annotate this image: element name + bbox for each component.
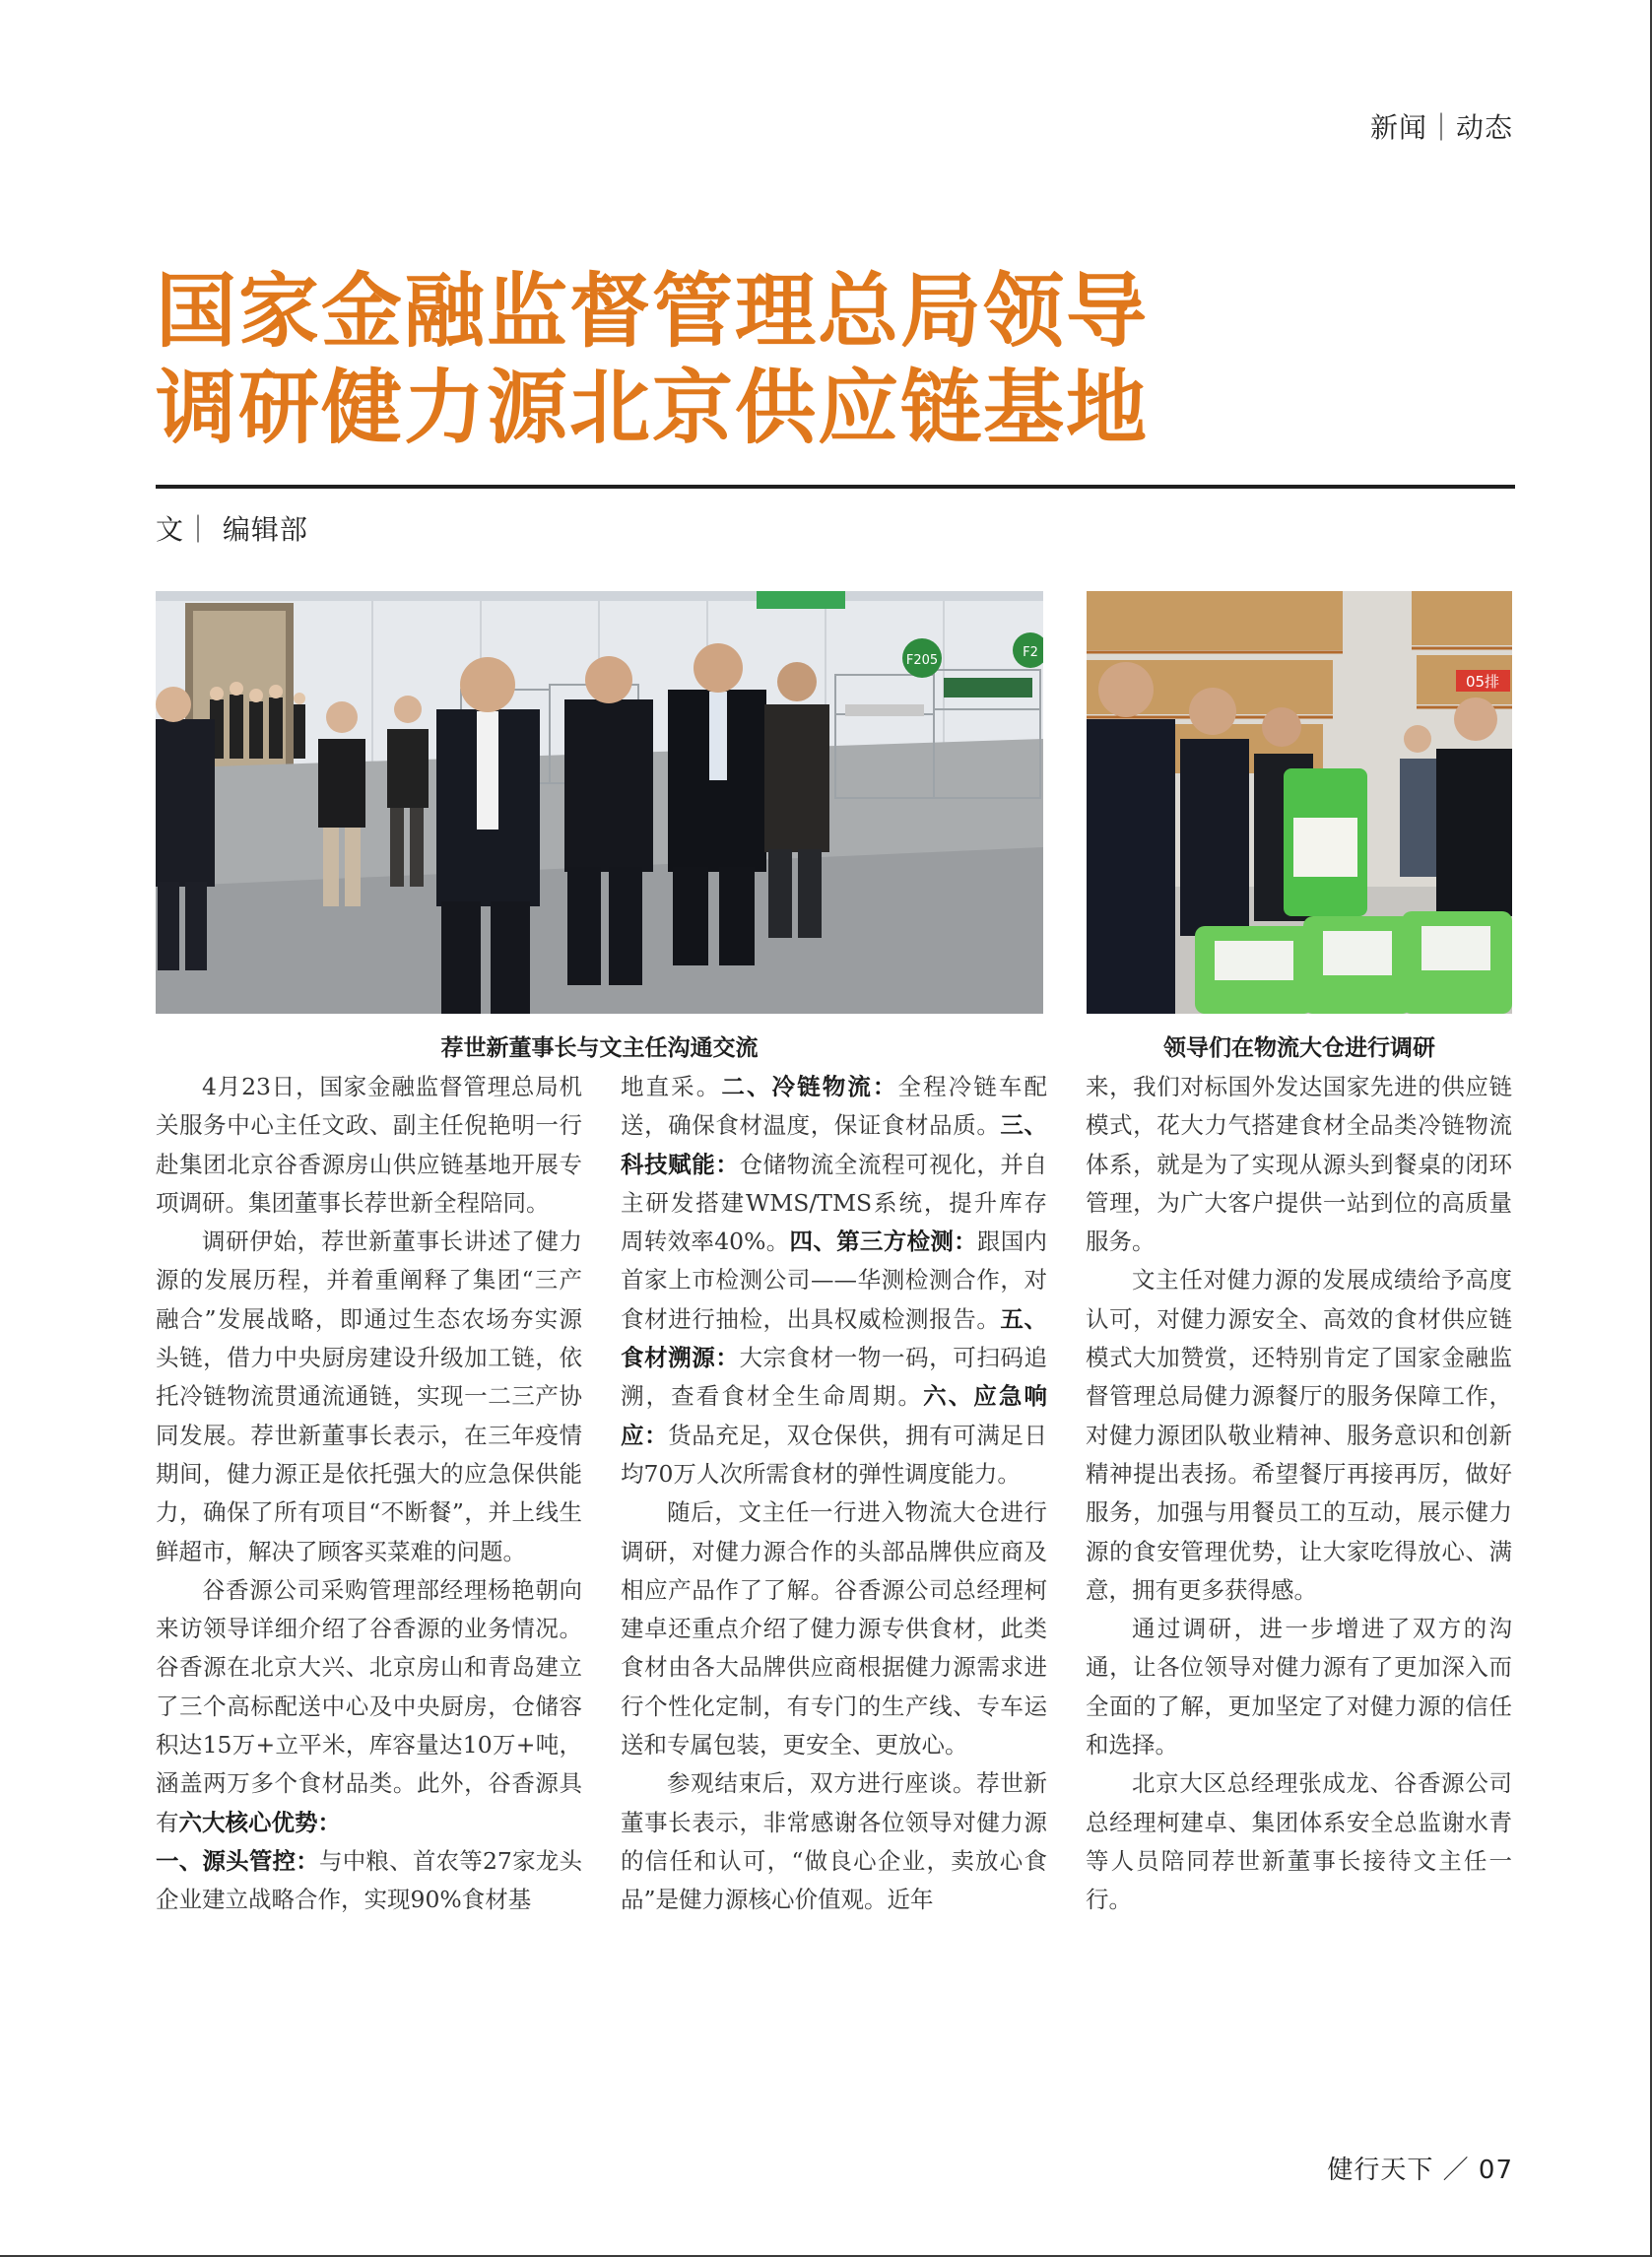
paragraph: 通过调研，进一步增进了双方的沟通，让各位领导对健力源有了更加深入而全面的了解，更加坚定了对健力源的信任和选择。 (1086, 1615, 1512, 1759)
sign-f205: F205 (905, 653, 939, 668)
page-footer: 健行天下 ／ 07 (1327, 2156, 1513, 2185)
advantage-4-label: 四、第三方检测： (789, 1228, 977, 1256)
advantage-2-label: 二、冷链物流： (721, 1073, 898, 1100)
paragraph: 参观结束后，双方进行座谈。荐世新董事长表示，非常感谢各位领导对健力源的信任和认可，“做良心企业，卖放心食品”是健力源核心价值观。近年 (621, 1769, 1047, 1914)
paragraph: 4月23日，国家金融监督管理总局机关服务中心主任文政、副主任倪艳明一行赴集团北京谷香源房山供应链基地开展专项调研。集团董事长荐世新全程陪同。 (156, 1073, 582, 1217)
photo-chairman-communication (156, 591, 1043, 1014)
byline: 文｜ 编辑部 (156, 513, 308, 546)
article-column-1 (156, 1068, 582, 1920)
advantage-3-label: 三、科技赋能： (621, 1111, 1048, 1178)
section-tag: 新闻｜动态 (1369, 111, 1513, 144)
article-title (156, 264, 1338, 457)
paragraph (156, 1571, 582, 1920)
paragraph: 北京大区总经理张成龙、谷香源公司总经理柯建卓、集团体系安全总监谢水青等人员陪同荐世新董事长接待文主任一行。 (1086, 1769, 1512, 1914)
photo-warehouse-walk-illustration (156, 591, 1043, 1014)
sign-f2: F2 (1023, 645, 1038, 660)
photo-caption-1: 荐世新董事长与文主任沟通交流 (440, 1035, 759, 1061)
advantage-4-text: 跟国内首家上市检测公司——华测检测合作，对食材进行抽检，出具权威检测报告。 (621, 1228, 1048, 1333)
advantage-6-label: 六、应急响应： (621, 1382, 1047, 1449)
photo-warehouse-shelves-illustration (1087, 591, 1512, 1014)
core-advantages-heading: 六大核心优势： (178, 1808, 341, 1836)
paragraph: 来，我们对标国外发达国家先进的供应链模式，花大力气搭建食材全品类冷链物流体系，就是为了实现从源头到餐桌的闭环管理，为广大客户提供一站到位的高质量服务。 (1086, 1073, 1512, 1256)
paragraph: 随后，文主任一行进入物流大仓进行调研，对健力源合作的头部品牌供应商及相应产品作了了解。谷香源公司总经理柯建卓还重点介绍了健力源专供食材，此类食材由各大品牌供应商根据健力源需求进行个性化定制，有专门的生产线、专车运送和专属包装，更安全、更放心。 (621, 1498, 1047, 1759)
advantage-3-text: 仓储物流全流程可视化，并自主研发搭建WMS/TMS系统，提升库存周转效率40%。 (621, 1150, 1048, 1256)
photo-caption-2: 领导们在物流大仓进行调研 (1163, 1035, 1435, 1061)
advantage-6-text: 货品充足，双仓保供，拥有可满足日均70万人次所需食材的弹性调度能力。 (621, 1421, 1048, 1488)
advantage-2-text: 全程冷链车配送，确保食材温度，保证食材品质。 (621, 1073, 1047, 1140)
advantage-1-text: 与中粮、首农等27家龙头企业建立战略合作，实现90%食材基 (156, 1846, 583, 1914)
article-column-2 (621, 1068, 1047, 1920)
photo-warehouse-inspection (1087, 591, 1512, 1014)
paragraph-text: 谷香源公司采购管理部经理杨艳朝向来访领导详细介绍了谷香源的业务情况。谷香源在北京大兴、北京房山和青岛建立了三个高标配送中心及中央厨房，仓储容积达15万+立平米，库容量达10万+吨，涵盖两万多个食材品类。此外，谷香源具有 (156, 1575, 582, 1836)
title-line-2: 调研健力源北京供应链基地 (156, 362, 1150, 455)
title-divider (156, 485, 1515, 489)
advantage-5-label: 五、食材溯源： (621, 1304, 1048, 1372)
paragraph: 文主任对健力源的发展成绩给予高度认可，对健力源安全、高效的食材供应链模式大加赞赏，还特别肯定了国家金融监督管理总局健力源餐厅的服务保障工作，对健力源团队敬业精神、服务意识和创新精神提出表扬。希望餐厅再接再厉，做好服务，加强与用餐员工的互动，展示健力源的食安管理优势，让大家吃得放心、满意，拥有更多获得感。 (1086, 1266, 1512, 1604)
paragraph (621, 1068, 1047, 1494)
advantage-1-text-cont: 地直采。 (621, 1073, 722, 1100)
article-column-3 (1086, 1068, 1512, 1920)
advantage-1-label: 一、源头管控： (156, 1846, 319, 1875)
sign-05-row: 05排 (1465, 673, 1500, 691)
title-line-1: 国家金融监督管理总局领导 (156, 265, 1150, 359)
advantage-5-text: 大宗食材一物一码，可扫码追溯，查看食材全生命周期。 (621, 1344, 1048, 1411)
paragraph: 调研伊始，荐世新董事长讲述了健力源的发展历程，并着重阐释了集团“三产融合”发展战略，即通过生态农场夯实源头链，借力中央厨房建设升级加工链，依托冷链物流贯通流通链，实现一二三产协同发展。荐世新董事长表示，在三年疫情期间，健力源正是依托强大的应急保供能力，确保了所有项目“不断餐”，并上线生鲜超市，解决了顾客买菜难的问题。 (156, 1228, 582, 1565)
